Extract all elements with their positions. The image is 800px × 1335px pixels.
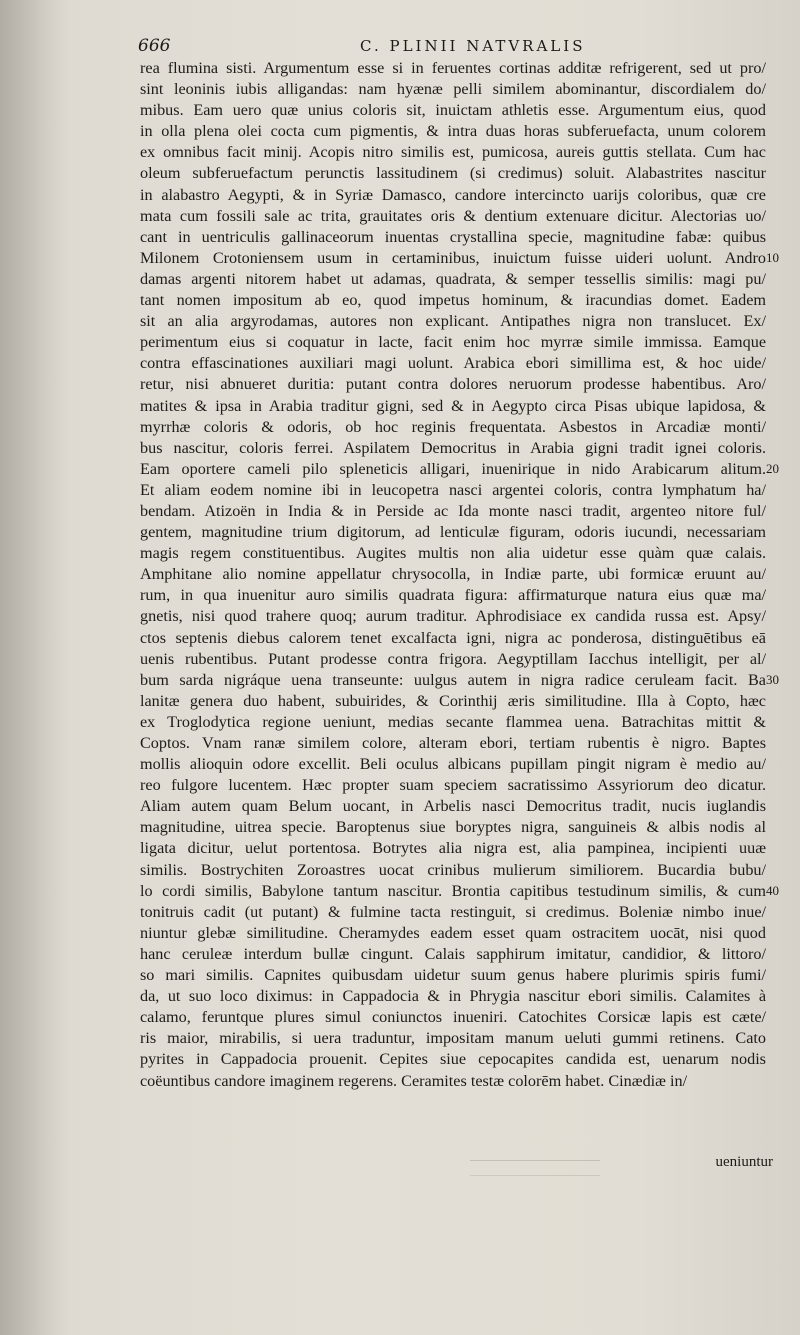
text-line: retur, nisi abnueret duritia: putant contra dolores neruorum prodesse habentibus. Aro/ — [140, 375, 766, 394]
text-line: magnitudine, uitrea specie. Baroptenus siue boryptes nigra, sanguineis & albis nodis al — [140, 818, 766, 837]
running-title: C. PLINII NATVRALIS — [360, 37, 586, 55]
text-line: cant in uentriculis gallinaceorum inuentas crystallina specie, magnitudine fabæ: quibus — [140, 227, 766, 246]
text-line: calamo, feruntque plures simul coniunctos inueniri. Catochites Corsicæ lapis est cæte/ — [140, 1008, 766, 1027]
text-line: tonitruis cadit (ut putant) & fulmine tacta restinguit, si credimus. Boleniæ nimbo inue/ — [140, 902, 766, 921]
text-line: so mari similis. Capnites quibusdam uidetur suum genus habere plurimis spiris fumi/ — [140, 966, 766, 985]
margin-line-number: 30 — [766, 671, 779, 687]
text-line: in olla plena olei cocta cum pigmentis, & intra duas horas subferuefacta, unum colorem — [140, 122, 766, 141]
page-number: 666 — [138, 36, 171, 56]
text-line: rea flumina sisti. Argumentum esse si in feruentes cortinas additæ refrigerent, sed ut pro/ — [140, 59, 766, 77]
text-line: mata cum fossili sale ac trita, grauitates oris & dentium extenuare dicitur. Alectorias uo/ — [140, 206, 766, 225]
text-line: oleum subferuefactum perunctis lassitudinem (si credimus) soluit. Alabastrites nascitur — [140, 164, 766, 183]
text-line: similis. Bostrychiten Zoroastres uocat crinibus mulierum similiorem. Bucardia bubu/ — [140, 860, 766, 879]
faint-bleed-through-mark — [470, 1160, 600, 1176]
text-line: perimentum eius si coquatur in lacte, facit enim hoc myrræ simile immissa. Eamque — [140, 333, 766, 352]
text-line: Aliam autem quam Belum uocant, in Arbelis nasci Democritus tradit, nucis iuglandis — [140, 797, 766, 816]
text-line: matites & ipsa in Arabia traditur gigni, sed & in Aegypto circa Pisas ubique lapidosa, & — [140, 396, 766, 415]
text-line: gnetis, nisi quod trahere quoq; aurum traditur. Aphrodisiace ex candida russa est. Apsy/ — [140, 607, 766, 626]
body-text — [140, 58, 766, 1092]
catchword: ueniuntur — [715, 1154, 773, 1170]
text-line: bus nascitur, coloris ferrei. Aspilatem Democritus in Arabia gigni tradit ignei coloris. — [140, 438, 766, 457]
text-line: contra effascinationes auxiliari magi uolunt. Arabica ebori simillima est, & hoc uide/ — [140, 354, 766, 373]
text-line: rum, in qua inuenitur auro similis quadrata figura: affirmaturque natura eius quæ ma/ — [140, 586, 766, 605]
gutter-shadow — [0, 0, 70, 1335]
text-line: da, ut suo loco diximus: in Cappadocia & in Phrygia nascitur ebori similis. Calamites à — [140, 987, 766, 1006]
text-line: Eam oportere cameli pilo spleneticis alligari, inuenirique in nido Arabicarum alitum. — [140, 459, 766, 478]
text-line: hanc ceruleæ interdum bullæ cingunt. Calais sapphirum imitatur, candidior, & littoro/ — [140, 944, 766, 963]
text-line: mollis alioquin odore excellit. Beli oculus albicans pupillam pingit nigram è medio au/ — [140, 755, 766, 774]
text-line: Amphitane alio nomine appellatur chrysocolla, in Indiæ parte, ubi formicæ eruunt au/ — [140, 565, 766, 584]
text-line: mibus. Eam uero quæ unius coloris sit, inuictam athletis esse. Argumentum eius, quod — [140, 101, 766, 120]
margin-line-number: 20 — [766, 460, 779, 476]
text-line: reo fulgore lucentem. Hæc propter suam speciem sacratissimo Assyriorum deo dicatur. — [140, 776, 766, 795]
text-line: bendam. Atizoën in India & in Perside ac Ida monte nasci tradit, argenteo nitore ful/ — [140, 501, 766, 520]
text-line: pyrites in Cappadocia prouenit. Cepites siue cepocapites candida est, uenarum nodis — [140, 1050, 766, 1069]
text-line: in alabastro Aegypti, & in Syriæ Damasco, candore intercincto uarijs coloribus, quæ cre — [140, 185, 766, 204]
text-line: lo cordi similis, Babylone tantum nascitur. Brontia capitibus testudinum similis, & cum — [140, 881, 766, 900]
text-line: Coptos. Vnam ranæ similem colore, alteram ebori, tertiam rubentis è nigro. Baptes — [140, 734, 766, 752]
text-line: lanitæ genera duo habent, subuirides, & Corinthij æris similitudine. Illa à Copto, hæc — [140, 691, 766, 710]
page-header — [138, 36, 778, 58]
text-line: myrrhæ coloris & odoris, ob hoc reginis frequentata. Asbestos in Arcadiæ monti/ — [140, 417, 766, 436]
text-line: gentem, magnitudine trium digitorum, ad lenticulæ figuram, odoris iucundi, necessariam — [140, 523, 766, 542]
text-line: damas argenti nitorem habet ut adamas, quadrata, & semper tessellis similis: magi pu/ — [140, 269, 766, 288]
margin-line-number: 40 — [766, 882, 779, 898]
text-line: magis regem constituentibus. Augites multis non alia uidetur esse quàm quæ calais. — [140, 544, 766, 563]
text-line: tant nomen impositum ab eo, quod impetus hominum, & iracundias domet. Eadem — [140, 291, 766, 310]
text-line: sint leoninis iubis alligandas: nam hyænæ pelli similem abominantur, discordialem do/ — [140, 80, 766, 99]
text-line: ligata dicitur, uelut portentosa. Botrytes alia nigra est, alia pampinea, incipienti uuæ — [140, 839, 766, 858]
text-line: sit an alia argyrodamas, autores non explicant. Antipathes nigra non translucet. Ex/ — [140, 312, 766, 331]
text-line: ex Troglodytica regione ueniunt, medias secante flammea uena. Batrachitas mittit & — [140, 712, 766, 731]
text-line: bum sarda nigráque uena transeunte: uulgus autem in nigra radice ceruleam facit. Ba — [140, 670, 766, 689]
text-line: niuntur glebæ similitudine. Cheramydes eadem esset quam ostracitem uocāt, nisi quod — [140, 923, 766, 942]
text-line: Et aliam eodem nomine ibi in leucopetra nasci argentei coloris, contra lymphatum ha/ — [140, 480, 766, 499]
text-line: ex omnibus facit minij. Acopis nitro similis est, pumicosa, aureis guttis stellata. Cum hac — [140, 143, 766, 162]
text-line: uenis rubentibus. Putant prodesse contra frigora. Aegyptillam Iacchus intelligit, per al/ — [140, 649, 766, 668]
margin-line-number: 10 — [766, 249, 779, 265]
text-line: coëuntibus candore imaginem regerens. Ceramites testæ colorēm habet. Cinædiæ in/ — [140, 1071, 688, 1090]
text-line: ctos septenis diebus calorem tenet excalfacta igni, nigra ac ponderosa, distinguētibus eā — [140, 628, 766, 647]
text-line: Milonem Crotoniensem usum in certaminibus, inuictum fuisse uideri uolunt. Andro — [140, 248, 766, 267]
text-line: ris maior, mirabilis, si uera traduntur, impositam manum ueluti gummi retinens. Cato — [140, 1029, 766, 1048]
